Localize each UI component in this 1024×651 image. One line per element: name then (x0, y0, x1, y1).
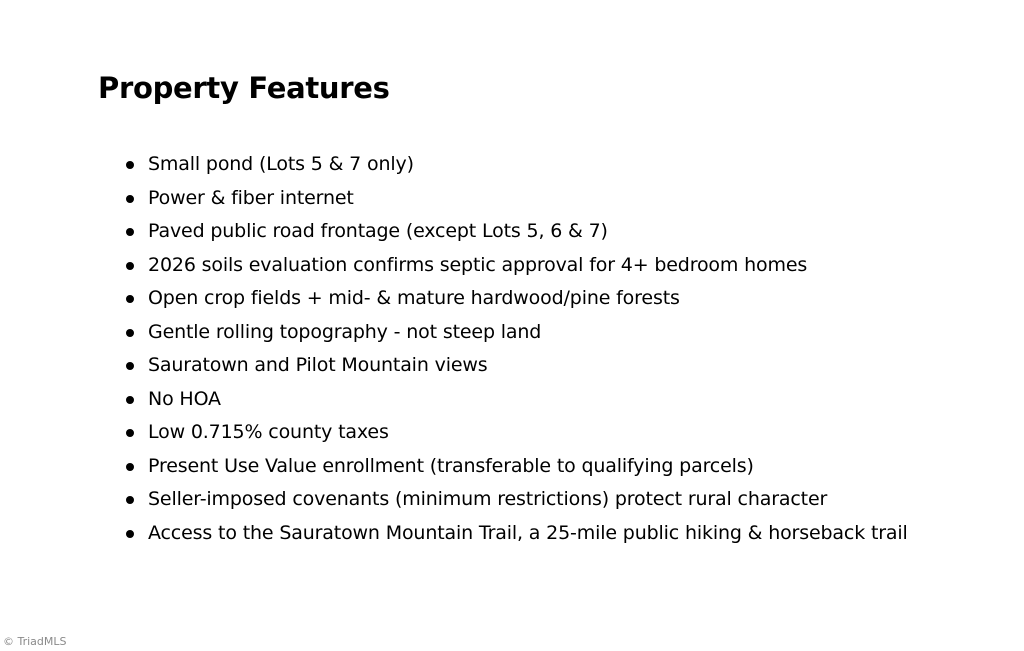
bullet-icon (126, 530, 134, 538)
list-item-text: 2026 soils evaluation confirms septic approval for 4+ bedroom homes (148, 253, 808, 276)
features-list (122, 148, 908, 550)
page-title: Property Features (98, 71, 390, 105)
bullet-icon (126, 262, 134, 270)
list-item-text: No HOA (148, 387, 221, 410)
list-item (122, 483, 908, 517)
list-item-text: Sauratown and Pilot Mountain views (148, 354, 488, 376)
bullet-icon (126, 429, 134, 437)
list-item (122, 182, 908, 216)
bullet-icon (126, 329, 134, 337)
list-item (122, 383, 908, 417)
list-item (122, 316, 908, 350)
bullet-icon (126, 195, 134, 203)
list-item (122, 450, 908, 484)
list-item (122, 282, 908, 316)
list-item-text: Open crop fields + mid- & mature hardwood/pine forests (148, 287, 680, 309)
list-item-text: Access to the Sauratown Mountain Trail, a 25-mile public hiking & horseback trail (148, 521, 908, 544)
bullet-icon (126, 161, 134, 169)
bullet-icon (126, 295, 134, 303)
bullet-icon (126, 496, 134, 504)
bullet-icon (126, 362, 134, 370)
list-item (122, 148, 908, 182)
list-item-text: Power & fiber internet (148, 186, 354, 209)
list-item-text: Paved public road frontage (except Lots 5, 6 & 7) (148, 220, 608, 242)
list-item-text: Seller-imposed covenants (minimum restrictions) protect rural character (148, 488, 828, 510)
list-item (122, 349, 908, 383)
list-item (122, 517, 908, 551)
list-item-text: Low 0.715% county taxes (148, 421, 389, 443)
list-item (122, 249, 908, 283)
watermark: © TriadMLS (3, 635, 67, 648)
list-item-text: Gentle rolling topography - not steep land (148, 320, 542, 343)
list-item (122, 215, 908, 249)
list-item (122, 416, 908, 450)
bullet-icon (126, 396, 134, 404)
bullet-icon (126, 228, 134, 236)
list-item-text: Present Use Value enrollment (transferable to qualifying parcels) (148, 454, 754, 477)
bullet-icon (126, 463, 134, 471)
list-item-text: Small pond (Lots 5 & 7 only) (148, 153, 414, 175)
